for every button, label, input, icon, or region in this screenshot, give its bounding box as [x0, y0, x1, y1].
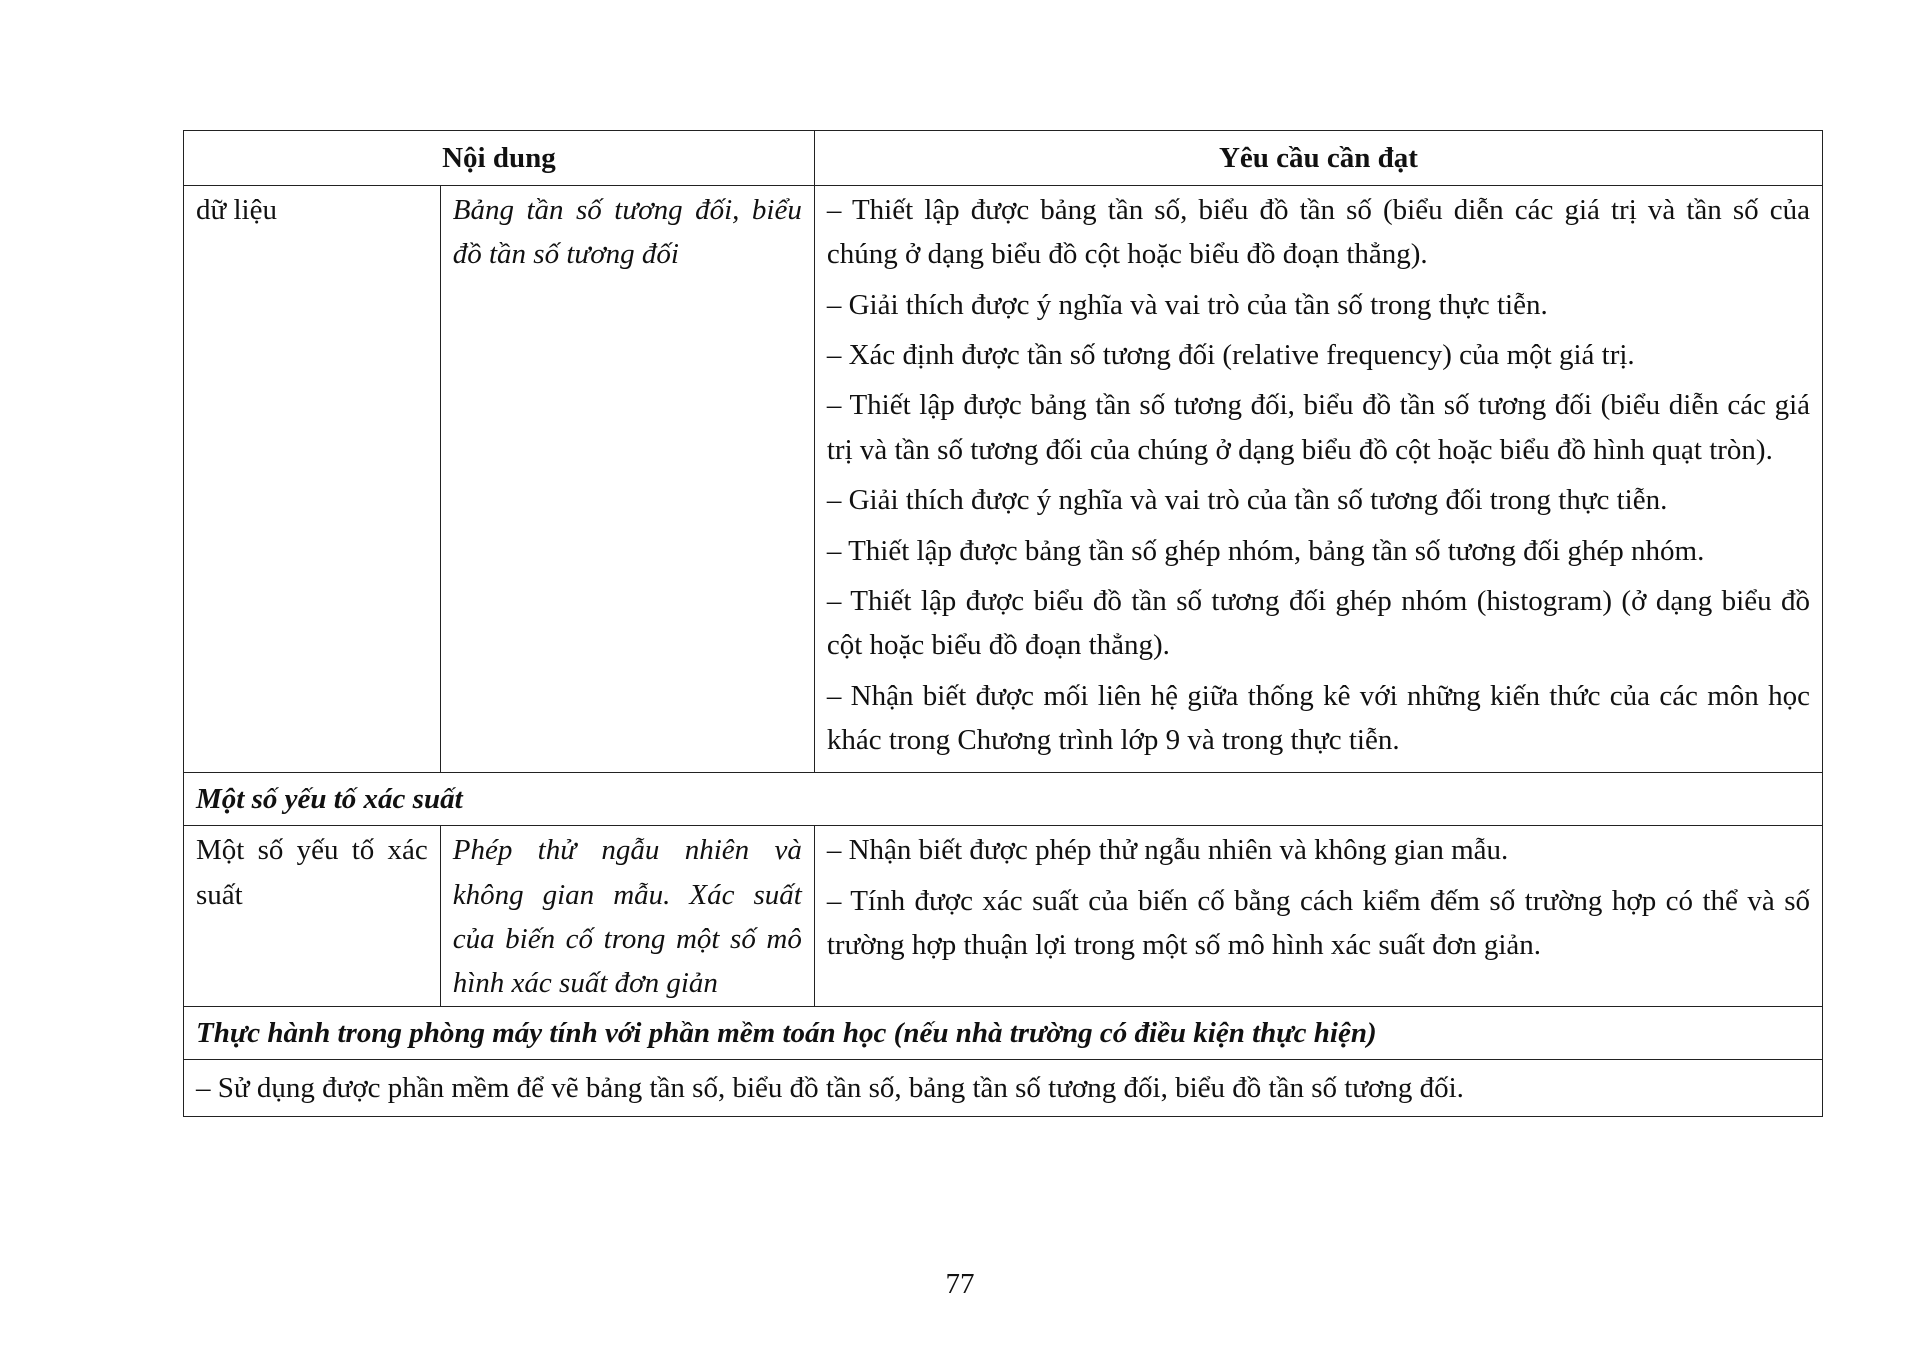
requirement-item: – Xác định được tần số tương đối (relative frequency) của một giá trị. [826, 339, 1635, 372]
curriculum-table [183, 130, 1823, 1117]
data-row [184, 186, 1823, 773]
requirement-item: – Thiết lập được bảng tần số, biểu đồ tần số (biểu diễn các giá trị và tần số của chúng ở dạng biểu đồ cột hoặc biểu đồ đoạn thẳng). [826, 194, 1810, 271]
practice-row [184, 1059, 1823, 1116]
section-probability-row [184, 773, 1823, 826]
section-practice-row [184, 1006, 1823, 1059]
probability-requirements [814, 826, 1822, 1006]
data-topic: dữ liệu [184, 186, 441, 773]
requirement-item: – Thiết lập được biểu đồ tần số tương đối ghép nhóm (histogram) (ở dạng biểu đồ cột hoặc biểu đồ đoạn thẳng). [826, 584, 1810, 662]
requirement-item: – Thiết lập được bảng tần số tương đối, biểu đồ tần số tương đối (biểu diễn các giá trị và tần số tương đối của chúng ở dạng biểu đồ cột hoặc biểu đồ hình quạt tròn). [826, 389, 1810, 466]
probability-topic: Một số yếu tố xác suất [184, 826, 441, 1006]
page-number: 77 [945, 1268, 975, 1300]
requirement-item: – Giải thích được ý nghĩa và vai trò của tần số tương đối trong thực tiễn. [826, 484, 1668, 517]
header-requirements: Yêu cầu cần đạt [814, 131, 1822, 186]
probability-row [184, 826, 1823, 1006]
requirement-item: – Thiết lập được bảng tần số ghép nhóm, bảng tần số tương đối ghép nhóm. [826, 534, 1705, 567]
section-probability-title: Một số yếu tố xác suất [184, 773, 1823, 826]
data-requirements [814, 186, 1822, 773]
section-practice-title: Thực hành trong phòng máy tính với phần mềm toán học (nếu nhà trường có điều kiện thực hiện) [184, 1006, 1823, 1059]
header-row [184, 131, 1823, 186]
requirement-item: – Nhận biết được phép thử ngẫu nhiên và không gian mẫu. [826, 834, 1509, 867]
requirement-item: – Nhận biết được mối liên hệ giữa thống kê với những kiến thức của các môn học khác trong Chương trình lớp 9 và trong thực tiễn. [826, 679, 1810, 756]
practice-text: – Sử dụng được phần mềm để vẽ bảng tần số, biểu đồ tần số, bảng tần số tương đối, biểu đồ tần số tương đối. [184, 1059, 1823, 1116]
header-content: Nội dung [184, 131, 815, 186]
requirement-item: – Tính được xác suất của biến cố bằng cách kiểm đếm số trường hợp có thể và số trường hợp thuận lợi trong một số mô hình xác suất đơn giản. [826, 884, 1810, 962]
data-subtopic: Bảng tần số tương đối, biểu đồ tần số tương đối [440, 186, 814, 773]
probability-subtopic: Phép thử ngẫu nhiên và không gian mẫu. Xác suất của biến cố trong một số mô hình xác suất đơn giản [440, 826, 814, 1006]
requirement-item: – Giải thích được ý nghĩa và vai trò của tần số trong thực tiễn. [826, 288, 1548, 321]
